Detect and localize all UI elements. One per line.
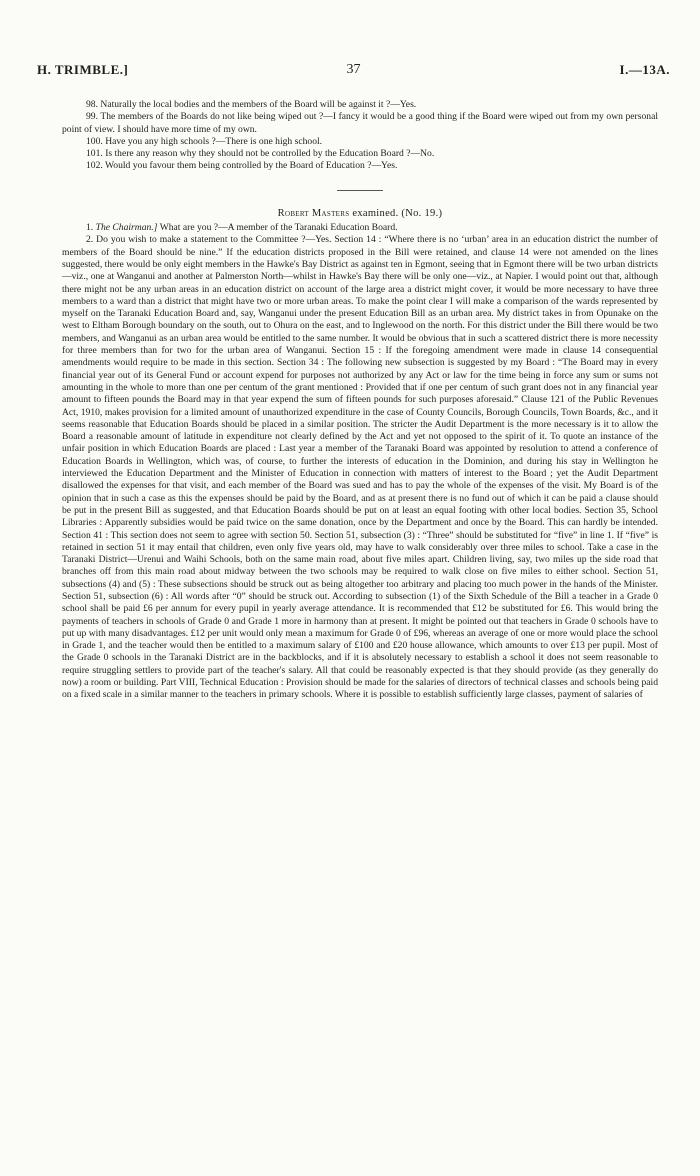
page-number: 37 (346, 62, 361, 77)
section-divider (337, 190, 383, 191)
q1-speaker: The Chairman.] (95, 222, 158, 234)
running-header (37, 62, 670, 80)
witness-heading-rest: examined. (No. 19.) (352, 207, 443, 219)
paragraph-q2: 2. Do you wish to make a statement to the Committee ?—Yes. Section 14 : “Where there is no ‘urban’ area in an education district the number of members of the Board should be nine.” If the education districts proposed in the Bill were retained, and clause 14 were not amended on the lines suggested, there would be only eight members in the Hawke's Bay District as against ten in Egmont, seeing that in Egmont there will be two urban districts—viz., one at Wanganui and another at Palmerston North—whilst in Hawke's Bay there will be only one—viz., at Napier. I would point out that, although there might not be any urban areas in an education district on account of the large area a district might cover, it would be more necessary to have three members to a ward than a district that might have two or more urban areas. To make the point clear I will make a comparison of the wards represented by myself on the Taranaki Education Board and, say, Wanganui under the present Education Bill as an urban area. My district takes in from Opunake on the west to Eltham Borough boundary on the south, out to Ohura on the east, and to Inglewood on the north. For this district under the Bill there would be two members, and Wanganui as an urban area would be entitled to the same number. It would be obvious that in such a scattered district there is more necessity for three members than for two for the urban area of Wanganui. Section 15 : If the foregoing amendment were made in clause 14 consequential amendments would require to be made in this section. Section 34 : The following new subsection is suggested by my Board : “The Board may in every financial year out of its General Fund or account expend for purposes not authorized by any Act or law for the time being in force any sum or sums not amounting in the whole to more than one per centum of the grant mentioned : Provided that if one per centum of such grant does not in any financial year amount to fifteen pounds the Board may in that year expend the sum of fifteen pounds for such purposes aforesaid.” Clause 121 of the Public Revenues Act, 1910, makes provision for a limited amount of unauthorized expenditure in the case of County Councils, Borough Councils, Town Boards, &c., and it seems reasonable that Education Boards should be placed in a similar position. The stricter the Audit Department is the more necessary is it to allow the Board a reasonable amount of latitude in expenditure not clearly defined by the Act and yet not opposed to the spirit of it. To quote an instance of the unfair position in which Education Boards are placed : Last year a member of the Taranaki Board was appointed by resolution to attend a conference of Education Boards in Wellington, which was, of course, to further the interests of education in the Dominion, and during his stay in Wellington he interviewed the Education Department and the Minister of Education in connection with matters of interest to the Board ; yet the Audit Department disallowed the expenses for that visit, and each member of the Board was sued and has to pay the whole of the expenses of the visit. My Board is of the opinion that in such a case as this the expenses should be paid by the Board, and as at present there is no fund out of which it can be paid a clause should be put in the present Bill as suggested, and that Education Boards should be put on at least an equal footing with other local bodies. Section 35, School Libraries : Apparently subsidies would be paid twice on the same donation, once by the Department and once by the Board. This can hardly be intended. Section 41 : This section does not seem to agree with section 50. Section 51, subsection (3) : “Three” should be substituted for “five” in line 1. If “five” is retained in section 51 it may entail that children, even only five years old, may have to walk considerably over three miles to school. Take a case in the Taranaki District—Urenui and Waihi Schools, both on the same main road, about five miles apart. Children living, say, two miles up the side road that branches off from this main road about midway between the two schools may be required to walk close on five miles to either school. Section 51, subsections (4) and (5) : These subsections should be struck out as being altogether too arbitrary and placing too much power in the hands of the Minister. Section 51, subsection (6) : All words after “0” should be struck out. According to subsection (1) of the Sixth Schedule of the Bill a teacher in a Grade 0 school shall be paid £6 per annum for every pupil in yearly average attendance. It is recommended that £12 be substituted for £6. This would bring the payments of teachers in schools of Grade 0 and Grade 1 more in harmony than at present. It might be pointed out that teachers in Grade 0 schools have to put up with many disadvantages. £12 per unit would only mean a maximum for Grade 0 of £96, whereas an average of one or more would place the school in Grade 1, and the teacher would then be entitled to a maximum salary of £100 and £20 house allowance, which amounts to over £13 per pupil. Most of the Grade 0 schools in the Taranaki District are in the backblocks, and if it is absolutely necessary to establish a school it does not seem reasonable to require struggling settlers to provide part of the teacher's salary. All that could be reasonably expected is that they should provide (as they generally do now) a room or building. Part VIII, Technical Education : Provision should be made for the salaries of directors of technical classes and schools being paid on a fixed scale in a similar manner to the teachers in primary schools. Where it is possible to establish sufficiently large classes, payment of salaries of (62, 234, 658, 701)
witness-name: Robert Masters (277, 207, 350, 219)
paragraph-q101: 101. Is there any reason why they should not be controlled by the Education Board ?—No. (86, 148, 435, 160)
paragraph-q102: 102. Would you favour them being controlled by the Board of Education ?—Yes. (86, 160, 398, 172)
q1-text: What are you ?—A member of the Taranaki Education Board. (159, 222, 398, 234)
paragraph-q99: 99. The members of the Boards do not like being wiped out ?—I fancy it would be a good thing if the Board were wiped out from my own personal point of view. I should have more time of my own. (62, 111, 658, 135)
witness-heading (62, 208, 658, 220)
q1-number: 1. (86, 222, 94, 234)
header-witness-name: H. TRIMBLE.] (37, 62, 129, 77)
paragraph-q98: 98. Naturally the local bodies and the members of the Board will be against it ?—Yes. (86, 99, 417, 110)
paragraph-q1 (62, 222, 658, 234)
document-body (62, 99, 658, 702)
paragraph-q100: 100. Have you any high schools ?—There is one high school. (86, 135, 323, 147)
header-paper-reference: I.—13A. (619, 62, 670, 77)
